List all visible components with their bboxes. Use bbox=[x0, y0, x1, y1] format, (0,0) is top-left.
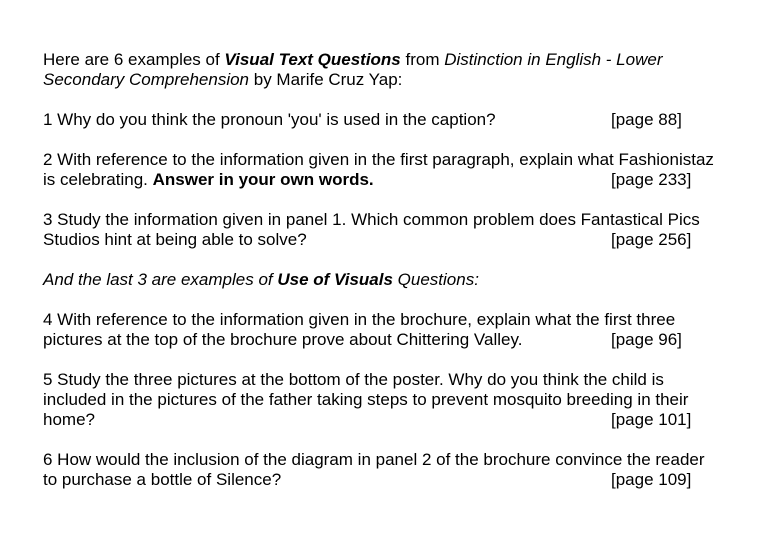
question-2-text: is celebrating. bbox=[43, 170, 153, 189]
question-1-text: 1 Why do you think the pronoun 'you' is used in the caption? bbox=[43, 110, 496, 129]
question-6-line-2 bbox=[43, 470, 743, 490]
question-6-text: to purchase a bottle of Silence? bbox=[43, 470, 282, 489]
author-text: by Marife Cruz Yap: bbox=[249, 70, 403, 89]
question-4 bbox=[43, 310, 743, 350]
question-3-line-1: 3 Study the information given in panel 1. Which common problem does Fantastical Pics bbox=[43, 210, 700, 229]
question-1-page-ref: [page 88] bbox=[611, 110, 682, 129]
intro-text: from bbox=[400, 50, 445, 69]
intro-text: Here are 6 examples of bbox=[43, 50, 225, 69]
book-title-continued: Secondary Comprehension bbox=[43, 70, 250, 89]
question-5-text: home? bbox=[43, 410, 95, 429]
visual-text-questions-label: Visual Text Questions bbox=[224, 50, 401, 69]
question-2-emphasis: Answer in your own words. bbox=[152, 170, 374, 189]
transition-text-end: Questions: bbox=[392, 270, 479, 289]
question-1-line-1 bbox=[43, 110, 743, 130]
question-4-text: pictures at the top of the brochure prove about Chittering Valley. bbox=[43, 330, 523, 349]
transition-line bbox=[43, 270, 743, 290]
question-5-line-2: included in the pictures of the father taking steps to prevent mosquito breeding in their bbox=[43, 390, 689, 409]
question-4-page-ref: [page 96] bbox=[611, 330, 682, 349]
intro-paragraph bbox=[43, 50, 743, 90]
question-1 bbox=[43, 110, 743, 130]
intro-line-1 bbox=[43, 50, 743, 70]
question-6-line-1: 6 How would the inclusion of the diagram in panel 2 of the brochure convince the reader bbox=[43, 450, 705, 469]
question-4-line-2 bbox=[43, 330, 743, 350]
question-6 bbox=[43, 450, 743, 490]
question-2-line-2 bbox=[43, 170, 743, 190]
question-3-text: Studios hint at being able to solve? bbox=[43, 230, 307, 249]
question-2-line-1: 2 With reference to the information given in the first paragraph, explain what Fashionistaz bbox=[43, 150, 714, 169]
question-2-page-ref: [page 233] bbox=[611, 170, 692, 189]
question-3 bbox=[43, 210, 743, 250]
transition-paragraph bbox=[43, 270, 743, 290]
question-3-line-2 bbox=[43, 230, 743, 250]
book-title: Distinction in English - Lower bbox=[444, 50, 663, 69]
intro-line-2 bbox=[43, 70, 743, 90]
question-4-line-1: 4 With reference to the information given in the brochure, explain what the first three bbox=[43, 310, 676, 329]
question-6-page-ref: [page 109] bbox=[611, 470, 692, 489]
question-5-page-ref: [page 101] bbox=[611, 410, 692, 429]
use-of-visuals-label: Use of Visuals bbox=[277, 270, 393, 289]
transition-text: And the last 3 are examples of bbox=[43, 270, 278, 289]
question-5 bbox=[43, 370, 743, 430]
question-5-line-1: 5 Study the three pictures at the bottom of the poster. Why do you think the child is bbox=[43, 370, 664, 389]
question-2 bbox=[43, 150, 743, 190]
document-body bbox=[43, 50, 743, 510]
question-5-line-3 bbox=[43, 410, 743, 430]
question-3-page-ref: [page 256] bbox=[611, 230, 692, 249]
